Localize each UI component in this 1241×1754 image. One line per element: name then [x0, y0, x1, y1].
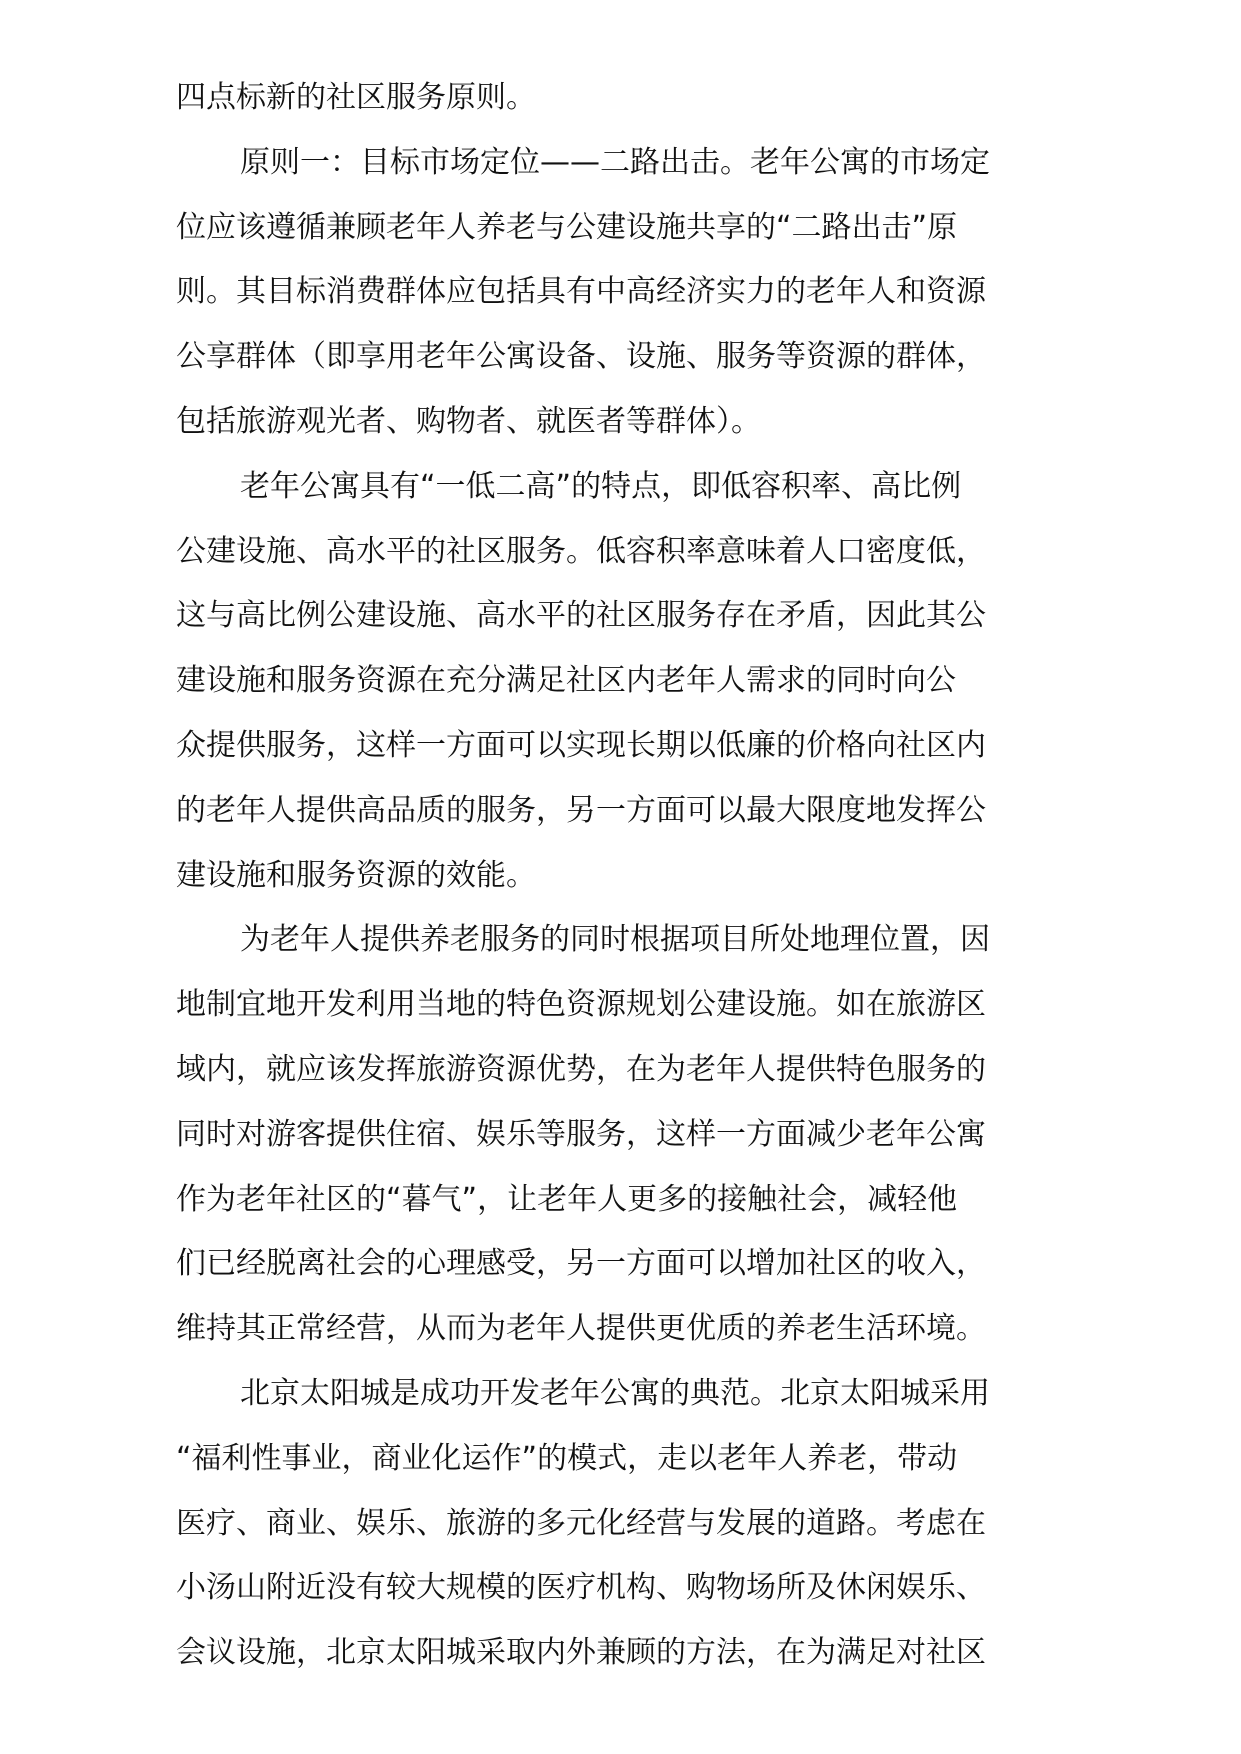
text-line: 作为老年社区的“暮气”，让老年人更多的接触社会，减轻他	[176, 1181, 958, 1217]
text-line: 则。其目标消费群体应包括具有中高经济实力的老年人和资源	[176, 274, 986, 310]
text-line: 公建设施、高水平的社区服务。低容积率意味着人口密度低，	[176, 533, 986, 569]
paragraph-first-line: 为老年人提供养老服务的同时根据项目所处地理位置，因	[240, 922, 990, 958]
text-line: 小汤山附近没有较大规模的医疗机构、购物场所及休闲娱乐、	[176, 1570, 986, 1606]
text-line: 公享群体（即享用老年公寓设备、设施、服务等资源的群体，	[176, 339, 986, 375]
text-line: 医疗、商业、娱乐、旅游的多元化经营与发展的道路。考虑在	[176, 1505, 986, 1541]
text-line: 地制宜地开发利用当地的特色资源规划公建设施。如在旅游区	[176, 987, 986, 1023]
text-line: 四点标新的社区服务原则。	[176, 80, 536, 115]
text-line: 这与高比例公建设施、高水平的社区服务存在矛盾，因此其公	[176, 598, 986, 634]
text-line: 众提供服务，这样一方面可以实现长期以低廉的价格向社区内	[176, 727, 986, 763]
body-text	[176, 66, 1066, 1686]
text-line: “福利性事业，商业化运作”的模式，走以老年人养老，带动	[176, 1440, 958, 1476]
paragraph-first-line: 原则一：目标市场定位——二路出击。老年公寓的市场定	[240, 144, 990, 180]
text-line: 包括旅游观光者、购物者、就医者等群体）。	[176, 403, 761, 439]
text-line: 域内，就应该发挥旅游资源优势，在为老年人提供特色服务的	[176, 1051, 986, 1087]
text-line: 建设施和服务资源在充分满足社区内老年人需求的同时向公	[176, 663, 956, 699]
text-line: 会议设施，北京太阳城采取内外兼顾的方法，在为满足对社区	[176, 1635, 986, 1671]
text-line: 同时对游客提供住宿、娱乐等服务，这样一方面减少老年公寓	[176, 1116, 986, 1152]
text-line: 的老年人提供高品质的服务，另一方面可以最大限度地发挥公	[176, 792, 986, 828]
paragraph-first-line: 老年公寓具有“一低二高”的特点，即低容积率、高比例	[240, 468, 962, 504]
text-line: 位应该遵循兼顾老年人养老与公建设施共享的“二路出击”原	[176, 209, 958, 245]
text-line: 维持其正常经营，从而为老年人提供更优质的养老生活环境。	[176, 1311, 986, 1347]
text-line: 建设施和服务资源的效能。	[176, 857, 536, 893]
text-line: 们已经脱离社会的心理感受，另一方面可以增加社区的收入，	[176, 1246, 986, 1282]
paragraph-first-line: 北京太阳城是成功开发老年公寓的典范。北京太阳城采用	[240, 1375, 990, 1411]
